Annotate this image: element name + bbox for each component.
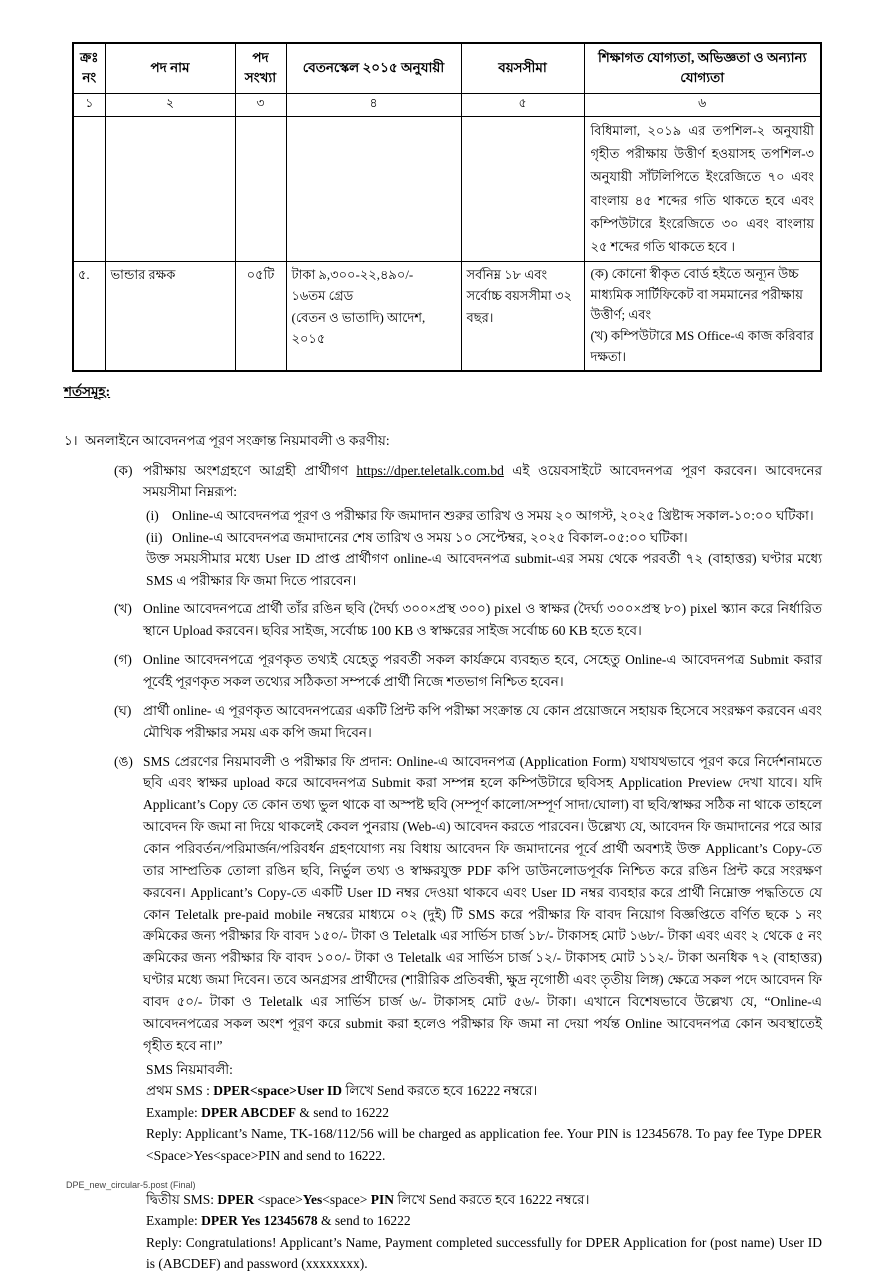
sub-item-ga [114, 649, 822, 693]
sms-keyword: User ID [296, 1083, 342, 1099]
age-limit-cell: সর্বনিম্ন ১৮ এবং সর্বোচ্চ বয়সসীমা ৩২ বছর। [461, 261, 584, 370]
sms-rules-block [146, 1059, 822, 1275]
post-name-cell: ভান্ডার রক্ষক [105, 261, 235, 370]
column-number: ৩ [235, 93, 286, 116]
post-count-cell: ০৫টি [235, 261, 286, 370]
deadline-end-text: Online-এ আবেদনপত্র জমাদানের শেষ তারিখ ও সময় ১০ সেপ্টেম্বর, ২০২৫ বিকাল-০৫:০০ ঘটিকা। [172, 529, 688, 545]
empty-cell [105, 116, 235, 261]
example-value: DPER ABCDEF [201, 1104, 296, 1120]
sms-second-label: দ্বিতীয় SMS: [146, 1191, 218, 1207]
sms-example-2 [146, 1210, 822, 1232]
sub-item-label: (ঙ) [114, 753, 133, 769]
sub-item-uma [114, 751, 822, 1275]
header-age-limit: বয়সসীমা [461, 43, 584, 93]
column-number: ১ [73, 93, 105, 116]
roman-label-ii: (ii) [146, 529, 163, 545]
deadline-item-end [146, 527, 822, 549]
column-number: ৬ [584, 93, 821, 116]
terms-heading: শর্তসমূহ: [64, 383, 111, 399]
sms-second-rest: লিখে Send করতে হবে 16222 নম্বরে। [394, 1191, 590, 1207]
header-pay-scale: বেতনস্কেল ২০১৫ অনুযায়ী [286, 43, 461, 93]
header-serial: ক্রঃ নং [73, 43, 105, 93]
example-rest: & send to 16222 [317, 1213, 411, 1229]
example-label: Example: [146, 1104, 202, 1120]
column-number: ২ [105, 93, 235, 116]
table-column-number-row [73, 93, 821, 116]
fee-window-note: উক্ত সময়সীমার মধ্যে User ID প্রাপ্ত প্রার্থীগণ online-এ আবেদনপত্র submit-এর সময় থেকে পরবর্তী ৭২ (বাহাত্তর) ঘণ্টার মধ্যে SMS এ পরীক্ষার ফি জমা দিতে পারবেন। [146, 551, 822, 588]
header-post-count: পদ সংখ্যা [235, 43, 286, 93]
document-footer: DPE_new_circular-5.post (Final) [66, 1180, 196, 1190]
sms-separator: <space> [322, 1191, 371, 1207]
sms-second-instruction [146, 1189, 822, 1211]
example-value: DPER Yes 12345678 [201, 1213, 318, 1229]
column-number: ৪ [286, 93, 461, 116]
condition-item-1 [64, 430, 822, 1275]
ka-text-before-link: পরীক্ষায় অংশগ্রহণে আগ্রহী প্রার্থীগণ [143, 462, 357, 478]
sms-reply-2: Reply: Congratulations! Applicant’s Name, Payment completed successfully for DPER Application for (post name) User ID is (ABCDEF) and password (xxxxxxxx). [146, 1234, 822, 1272]
pay-scale-line: ১৬তম গ্রেড [291, 288, 354, 304]
sms-keyword: DPER [217, 1191, 255, 1207]
qualification-part: (খ) কম্পিউটারে MS Office-এ কাজ করিবার দক্ষতা। [590, 328, 814, 365]
qualification-continued-cell: বিধিমালা, ২০১৯ এর তপশিল-২ অনুযায়ী গৃহীত পরীক্ষায় উত্তীর্ণ হওয়াসহ তপশিল-৩ অনুযায়ী সাঁটলিপিতে ইংরেজিতে ৭০ এবং বাংলায় ৪৫ শব্দের গতি থাকতে হবে এবং কম্পিউটারে ইংরেজিতে ৩০ এবং বাংলায় ২৫ শব্দের গতি থাকতে হবে । [584, 116, 821, 261]
sms-example-1 [146, 1102, 822, 1124]
empty-cell [73, 116, 105, 261]
roman-label-i: (i) [146, 508, 159, 524]
sms-keyword: Yes [302, 1191, 323, 1207]
column-number: ৫ [461, 93, 584, 116]
sms-fee-rule [143, 751, 822, 1275]
data-accuracy-rule: Online আবেদনপত্রে পূরণকৃত তথ্যই যেহেতু পরবর্তী সকল কার্যক্রমে ব্যবহৃত হবে, সেহেতু Online-এ আবেদনপত্র Submit করার পূর্বেই পূরণকৃত সকল তথ্যের সঠিকতা সম্পর্কে প্রার্থী নিজে শতভাগ নিশ্চিত হবেন। [143, 652, 822, 689]
pay-scale-line: (বেতন ও ভাতাদি) আদেশ, ২০১৫ [291, 309, 426, 347]
condition-body [85, 430, 822, 1275]
sub-item-gha [114, 700, 822, 744]
example-rest: & send to 16222 [296, 1104, 389, 1120]
sms-reply-1: Reply: Applicant’s Name, TK-168/112/56 will be charged as application fee. Your PIN is 12345678. To pay fee Type DPER <Space>Yes<space>PIN and send to 16222. [146, 1126, 822, 1163]
sub-item-label: (ক) [114, 462, 133, 478]
sms-rules-heading: SMS নিয়মাবলী: [146, 1061, 233, 1077]
deadline-list [146, 505, 822, 548]
deadline-start-text: Online-এ আবেদনপত্র পূরণ ও পরীক্ষার ফি জমাদান শুরুর তারিখ ও সময় ২০ আগস্ট, ২০২৫ খ্রিষ্টাব্দ সকাল-১০:০০ ঘটিকা। [172, 508, 814, 524]
sms-first-instruction [146, 1080, 822, 1102]
sub-item-kha [114, 598, 822, 642]
sub-item-ka [114, 460, 822, 592]
empty-cell [286, 116, 461, 261]
spacer [146, 1167, 822, 1189]
table-row-post-5 [73, 261, 821, 370]
photo-signature-rule: Online আবেদনপত্রে প্রার্থী তাঁর রঙিন ছবি (দৈর্ঘ্য ৩০০×প্রস্থ ৩০০) pixel ও স্বাক্ষর (দৈর্ঘ্য ৩০০×প্রস্থ ৮০) pixel স্ক্যান করে নির্ধারিত স্থানে Upload করবেন। ছবির সাইজ, সর্বোচ্চ 100 KB ও স্বাক্ষরের সাইজ সর্বোচ্চ 60 KB হতে হবে। [143, 601, 822, 639]
print-copy-rule: প্রার্থী online- এ পূরণকৃত আবেদনপত্রের একটি প্রিন্ট কপি পরীক্ষা সংক্রান্ত যে কোন প্রয়োজনে সহায়ক হিসেবে সংরক্ষণ করবেন এবং মৌখিক পরীক্ষার সময় এক কপি জমা দিবেন। [143, 702, 822, 740]
sms-separator: <space> [254, 1191, 303, 1207]
sub-item-label: (গ) [114, 652, 132, 668]
condition-title: অনলাইনে আবেদনপত্র পূরণ সংক্রান্ত নিয়মাবলী ও করণীয়: [85, 432, 390, 448]
empty-cell [461, 116, 584, 261]
sub-item-content [143, 460, 822, 592]
qualification-part: (ক) কোনো স্বীকৃত বোর্ড হইতে অন্যূন উচ্চ মাধ্যমিক সার্টিফিকেট বা সমমানের পরীক্ষায় উত্তীর্ণ; এবং [590, 265, 803, 323]
sms-keyword: PIN [370, 1191, 395, 1207]
deadline-item-start [146, 505, 822, 527]
application-website-link[interactable]: https://dper.teletalk.com.bd [356, 462, 504, 478]
sms-first-rest: লিখে Send করতে হবে 16222 নম্বরে। [341, 1083, 538, 1099]
sms-first-label: প্রথম SMS : [146, 1083, 214, 1099]
header-qualification: শিক্ষাগত যোগ্যতা, অভিজ্ঞতা ও অন্যান্য যোগ্যতা [584, 43, 821, 93]
qualification-cell [584, 261, 821, 370]
table-row-continuation [73, 116, 821, 261]
table-header-row [73, 43, 821, 93]
empty-cell [235, 116, 286, 261]
serial-cell: ৫. [73, 261, 105, 370]
sms-keyword: DPER [213, 1083, 250, 1099]
posts-table [72, 42, 822, 372]
ka-text-after-link: এই ওয়েবসাইটে আবেদনপত্র পূরণ করবেন। আবেদনের সময়সীমা নিম্নরূপ: [143, 462, 822, 500]
pay-scale-cell [286, 261, 461, 370]
sms-separator: <space> [249, 1083, 297, 1099]
condition-number: ১। [64, 432, 78, 448]
sub-item-label: (খ) [114, 601, 132, 617]
header-post-name: পদ নাম [105, 43, 235, 93]
sms-fee-paragraph: SMS প্রেরণের নিয়মাবলী ও পরীক্ষার ফি প্রদান: Online-এ আবেদনপত্র (Application Form) যথাযথভাবে পূরণ করে নির্দেশনামতে ছবি এবং স্বাক্ষর upload করে আবেদনপত্র Submit করা সম্পন্ন হলে কম্পিউটারে ছবিসহ Application Preview দেখা যাবে। যদি Applicant’s Copy তে কোন তথ্য ভুল থাকে বা অস্পষ্ট ছবি (সম্পূর্ণ কালো/সম্পূর্ণ সাদা/ঘোলা) বা ছবি/স্বাক্ষর সঠিক না থাকে তাহলে আবেদন ফি জমা না দিয়ে থাকলেই কেবল পুনরায় (Web-এ) আবেদন করতে পারবেন। উল্লেখ্য যে, আবেদন ফি জমাদানের পরে আর কোন পরিবর্তন/পরিমার্জন/পরিবর্ধন গ্রহণযোগ্য নয় বিধায় আবেদন ফি জমাদানের পূর্বে প্রার্থী অবশ্যই উক্ত Applicant’s Copy-তে তার সাম্প্রতিক তোলা রঙিন ছবি, নির্ভুল তথ্য ও স্বাক্ষরযুক্ত PDF কপি ডাউনলোডপূর্বক নিশ্চিত করে রঙিন প্রিন্ট করে সংরক্ষণ করবেন। Applicant’s Copy-তে একটি User ID নম্বর দেওয়া থাকবে এবং User ID নম্বর ব্যবহার করে প্রার্থী নিম্নোক্ত পদ্ধতিতে যে কোন Teletalk pre-paid mobile নম্বরের মাধ্যমে ০২ (দুই) টি SMS করে পরীক্ষার ফি বাবদ নিয়োগ বিজ্ঞপ্তিতে বর্ণিত ছকে ১ নং ক্রমিকের জন্য পরীক্ষার ফি বাবদ ১৫০/- টাকা ও Teletalk এর সার্ভিস চার্জ ১৮/- টাকাসহ মোট ১৬৮/- টাকা এবং এবং ২ থেকে ৫ নং ক্রমিকের জন্য পরীক্ষার ফি বাবদ ১০০/- টাকা ও Teletalk এর সার্ভিস চার্জ ১২/- টাকাসহ মোট ১১২/- টাকা অনধিক ৭২ (বাহাত্তর) ঘণ্টার মধ্যে জমা দিবেন। তবে অনগ্রসর প্রার্থীদের (শারীরিক প্রতিবন্ধী, ক্ষুদ্র নৃগোষ্ঠী এবং তৃতীয় লিঙ্গ) ক্ষেত্রে সকল পদে আবেদন ফি বাবদ ৫০/- টাকা ও Teletalk এর সার্ভিস চার্জ ৬/- টাকাসহ মোট ৫৬/- টাকা। এখানে বিশেষভাবে উল্লেখ্য যে, “Online-এ আবেদনপত্রের সকল অংশ পূরণ করে submit করা হলেও পরীক্ষার ফি জমা না দেয়া পর্যন্ত Online আবেদনপত্র কোন অবস্থাতেই গৃহীত হবে না।” [143, 753, 823, 1053]
example-label: Example: [146, 1213, 202, 1229]
pay-scale-line: টাকা ৯,৩০০-২২,৪৯০/- [291, 266, 414, 282]
sub-item-label: (ঘ) [114, 702, 132, 718]
